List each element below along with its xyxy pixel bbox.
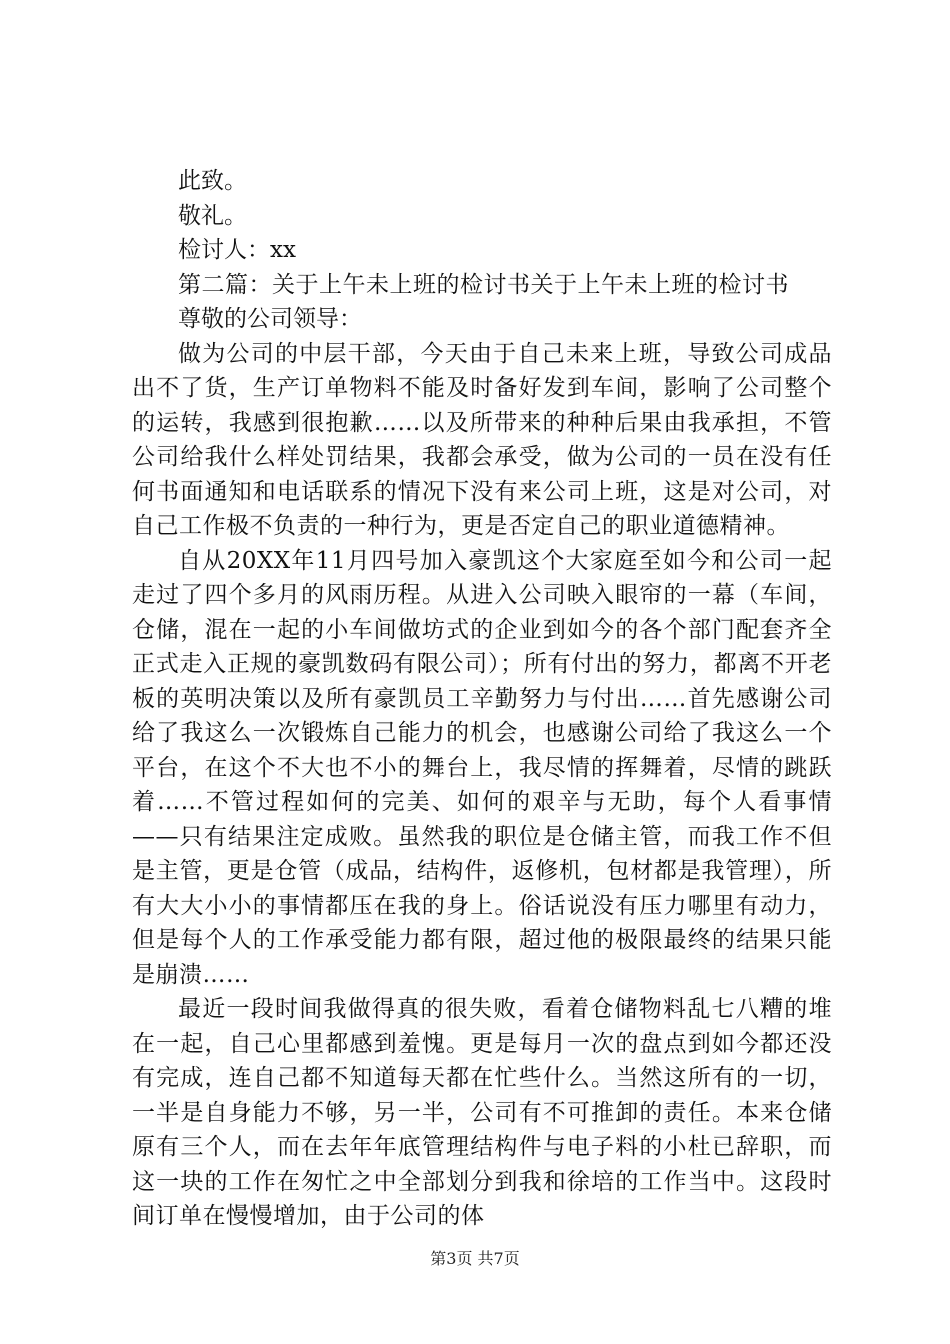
signature-line: 检讨人：xx <box>178 237 296 263</box>
paragraph-2: 自从20XX年11月四号加入豪凯这个大家庭至如今和公司一起走过了四个多月的风雨历程。从进入公司映入眼帘的一幕（车间，仓储，混在一起的小车间做坊式的企业到如今的各个部门配套齐全正式走入正规的豪凯数码有限公司）；所有付出的努力，都离不开老板的英明决策以及所有豪凯员工辛勤努力与付出……首先感谢公司给了我这么一次锻炼自己能力的机会，也感谢公司给了我这么一个平台，在这个不大也不小的舞台上，我尽情的挥舞着，尽情的跳跃着……不管过程如何的完美、如何的艰辛与无助，每个人看事情——只有结果注定成败。虽然我的职位是仓储主管，而我工作不但是主管，更是仓管（成品，结构件，返修机，包材都是我管理），所有大大小小的事情都压在我的身上。俗话说没有压力哪里有动力，但是每个人的工作承受能力都有限，超过他的极限最终的结果只能是崩溃…… <box>132 547 832 988</box>
section-title: 第二篇：关于上午未上班的检讨书关于上午未上班的检讨书 <box>178 271 789 298</box>
paragraph-1: 做为公司的中层干部，今天由于自己未来上班，导致公司成品出不了货，生产订单物料不能及时备好发到车间，影响了公司整个的运转，我感到很抱歉……以及所带来的种种后果由我承担，不管公司给我什么样处罚结果，我都会承受，做为公司的一员在没有任何书面通知和电话联系的情况下没有来公司上班，这是对公司，对自己工作极不负责的一种行为，更是否定自己的职业道德精神。 <box>132 340 832 539</box>
paragraph-3: 最近一段时间我做得真的很失败，看着仓储物料乱七八糟的堆在一起，自己心里都感到羞愧。更是每月一次的盘点到如今都还没有完成，连自己都不知道每天都在忙些什么。当然这所有的一切，一半是自身能力不够，另一半，公司有不可推卸的责任。本来仓储原有三个人，而在去年年底管理结构件与电子料的小杜已辞职，而这一块的工作在匆忙之中全部划分到我和徐培的工作当中。这段时间订单在慢慢增加，由于公司的体 <box>132 996 832 1229</box>
closing-line-1: 此致。 <box>178 168 247 194</box>
closing-line-2: 敬礼。 <box>178 202 247 229</box>
page-number-footer: 第3页 共7页 <box>430 1249 520 1268</box>
salutation: 尊敬的公司领导： <box>178 306 362 332</box>
document-body <box>132 164 832 1234</box>
